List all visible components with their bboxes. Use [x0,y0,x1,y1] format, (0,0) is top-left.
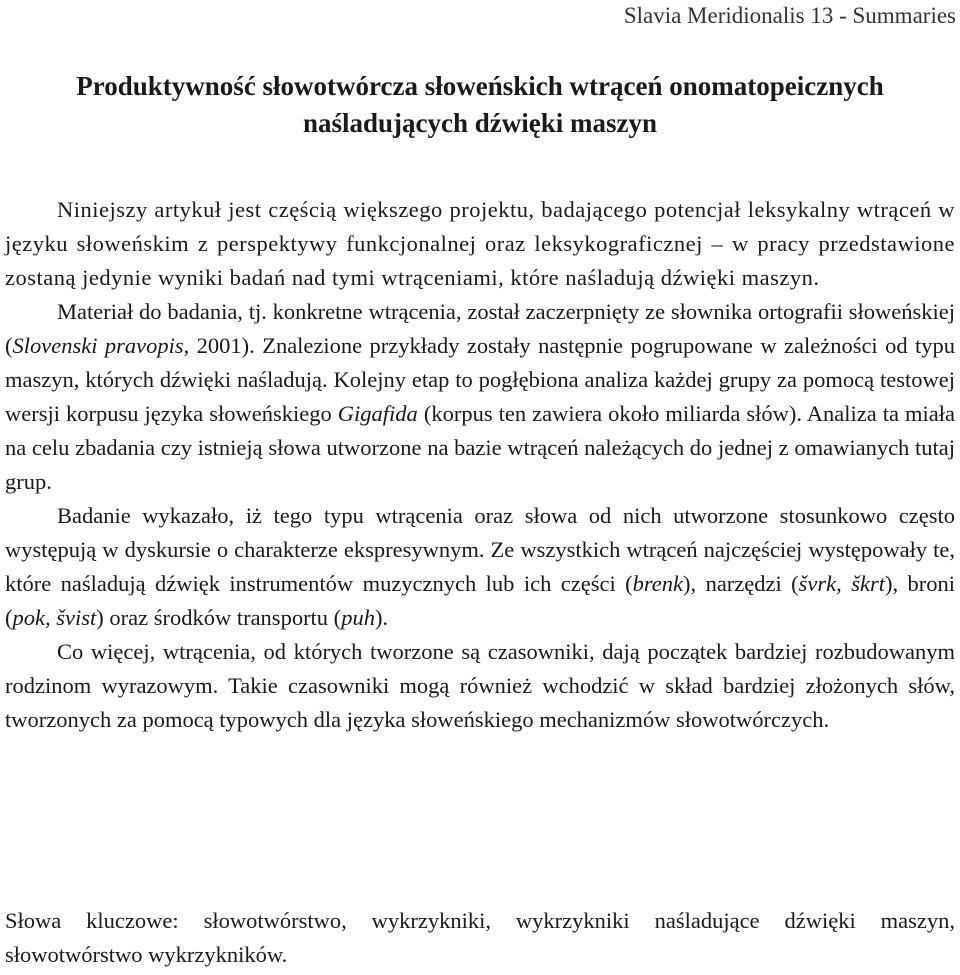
italic-term: puh [341,605,375,630]
italic-term: Gigafida [337,401,418,426]
paragraph-3 [5,499,955,635]
running-header: Slavia Meridionalis 13 - Summaries [623,3,956,28]
italic-term: pok, švist [12,605,97,630]
paragraph-text: ), narzędzi ( [683,571,799,596]
abstract-body [5,193,955,737]
paragraph-2 [5,295,955,499]
paragraph-1 [5,193,955,295]
paragraph-text: Badanie wykazało, iż tego typu wtrącenia oraz słowa od nich utworzone stosunkowo często występują w dyskursie o charakterze ekspresywnym. Ze wszystkich wtrąceń najczęściej występowały te, które naśladują dźwięk instrumentów muzycznych lub ich części ( [5,503,955,596]
italic-term: švrk, škrt [798,571,885,596]
keywords-text: Słowa kluczowe: słowotwórstwo, wykrzykniki, wykrzykniki naśladujące dźwięki maszyn, słowotwórstwo wykrzykników. [5,908,955,967]
paragraph-text: , 2001). Znalezione przykłady zostały następnie pogrupowane w zależności od typu maszyn, których dźwięki naśladują. Kolejny etap to pogłębiona analiza każdej grupy za pomocą testowej wersji korpusu języka słoweńskiego [5,333,956,426]
italic-term: Slovenski pravopis [12,333,184,358]
italic-term: brenk [632,571,684,596]
paragraph-text: ). [374,605,389,630]
keywords [5,904,955,972]
paragraph-text: Co więcej, wtrącenia, od których tworzone są czasowniki, dają początek bardziej rozbudowanym rodzinom wyrazowym. Takie czasowniki mogą również wchodzić w skład bardziej złożonych słów, tworzonych za pomocą typowych dla języka słoweńskiego mechanizmów słowotwórczych. [5,639,955,732]
article-title-line-2: naśladujących dźwięki maszyn [302,108,658,138]
paragraph-text: Materiał do badania, tj. konkretne wtrącenia, został zaczerpnięty ze słownika ortografii słoweńskiej ( [5,299,955,358]
paragraph-text: ) oraz środków transportu ( [96,605,342,630]
paragraph-4 [5,635,955,737]
article-title-line-1: Produktywność słowotwórcza słoweńskich wtrąceń onomatopeicznych [76,71,884,101]
paragraph-text: ), broni ( [5,571,955,630]
paragraph-text: Niniejszy artykuł jest częścią większego projektu, badającego potencjał leksykalny wtrąceń w języku słoweńskim z perspektywy funkcjonalnej oraz leksykograficznej – w pracy przedstawione zostaną jedynie wyniki badań nad tymi wtrąceniami, które naśladują dźwięki maszyn. [5,197,955,290]
article-title [0,68,960,142]
paragraph-text: (korpus ten zawiera około miliarda słów). Analiza ta miała na celu zbadania czy istnieją słowa utworzone na bazie wtrąceń należących do jednej z omawianych tutaj grup. [5,401,955,494]
